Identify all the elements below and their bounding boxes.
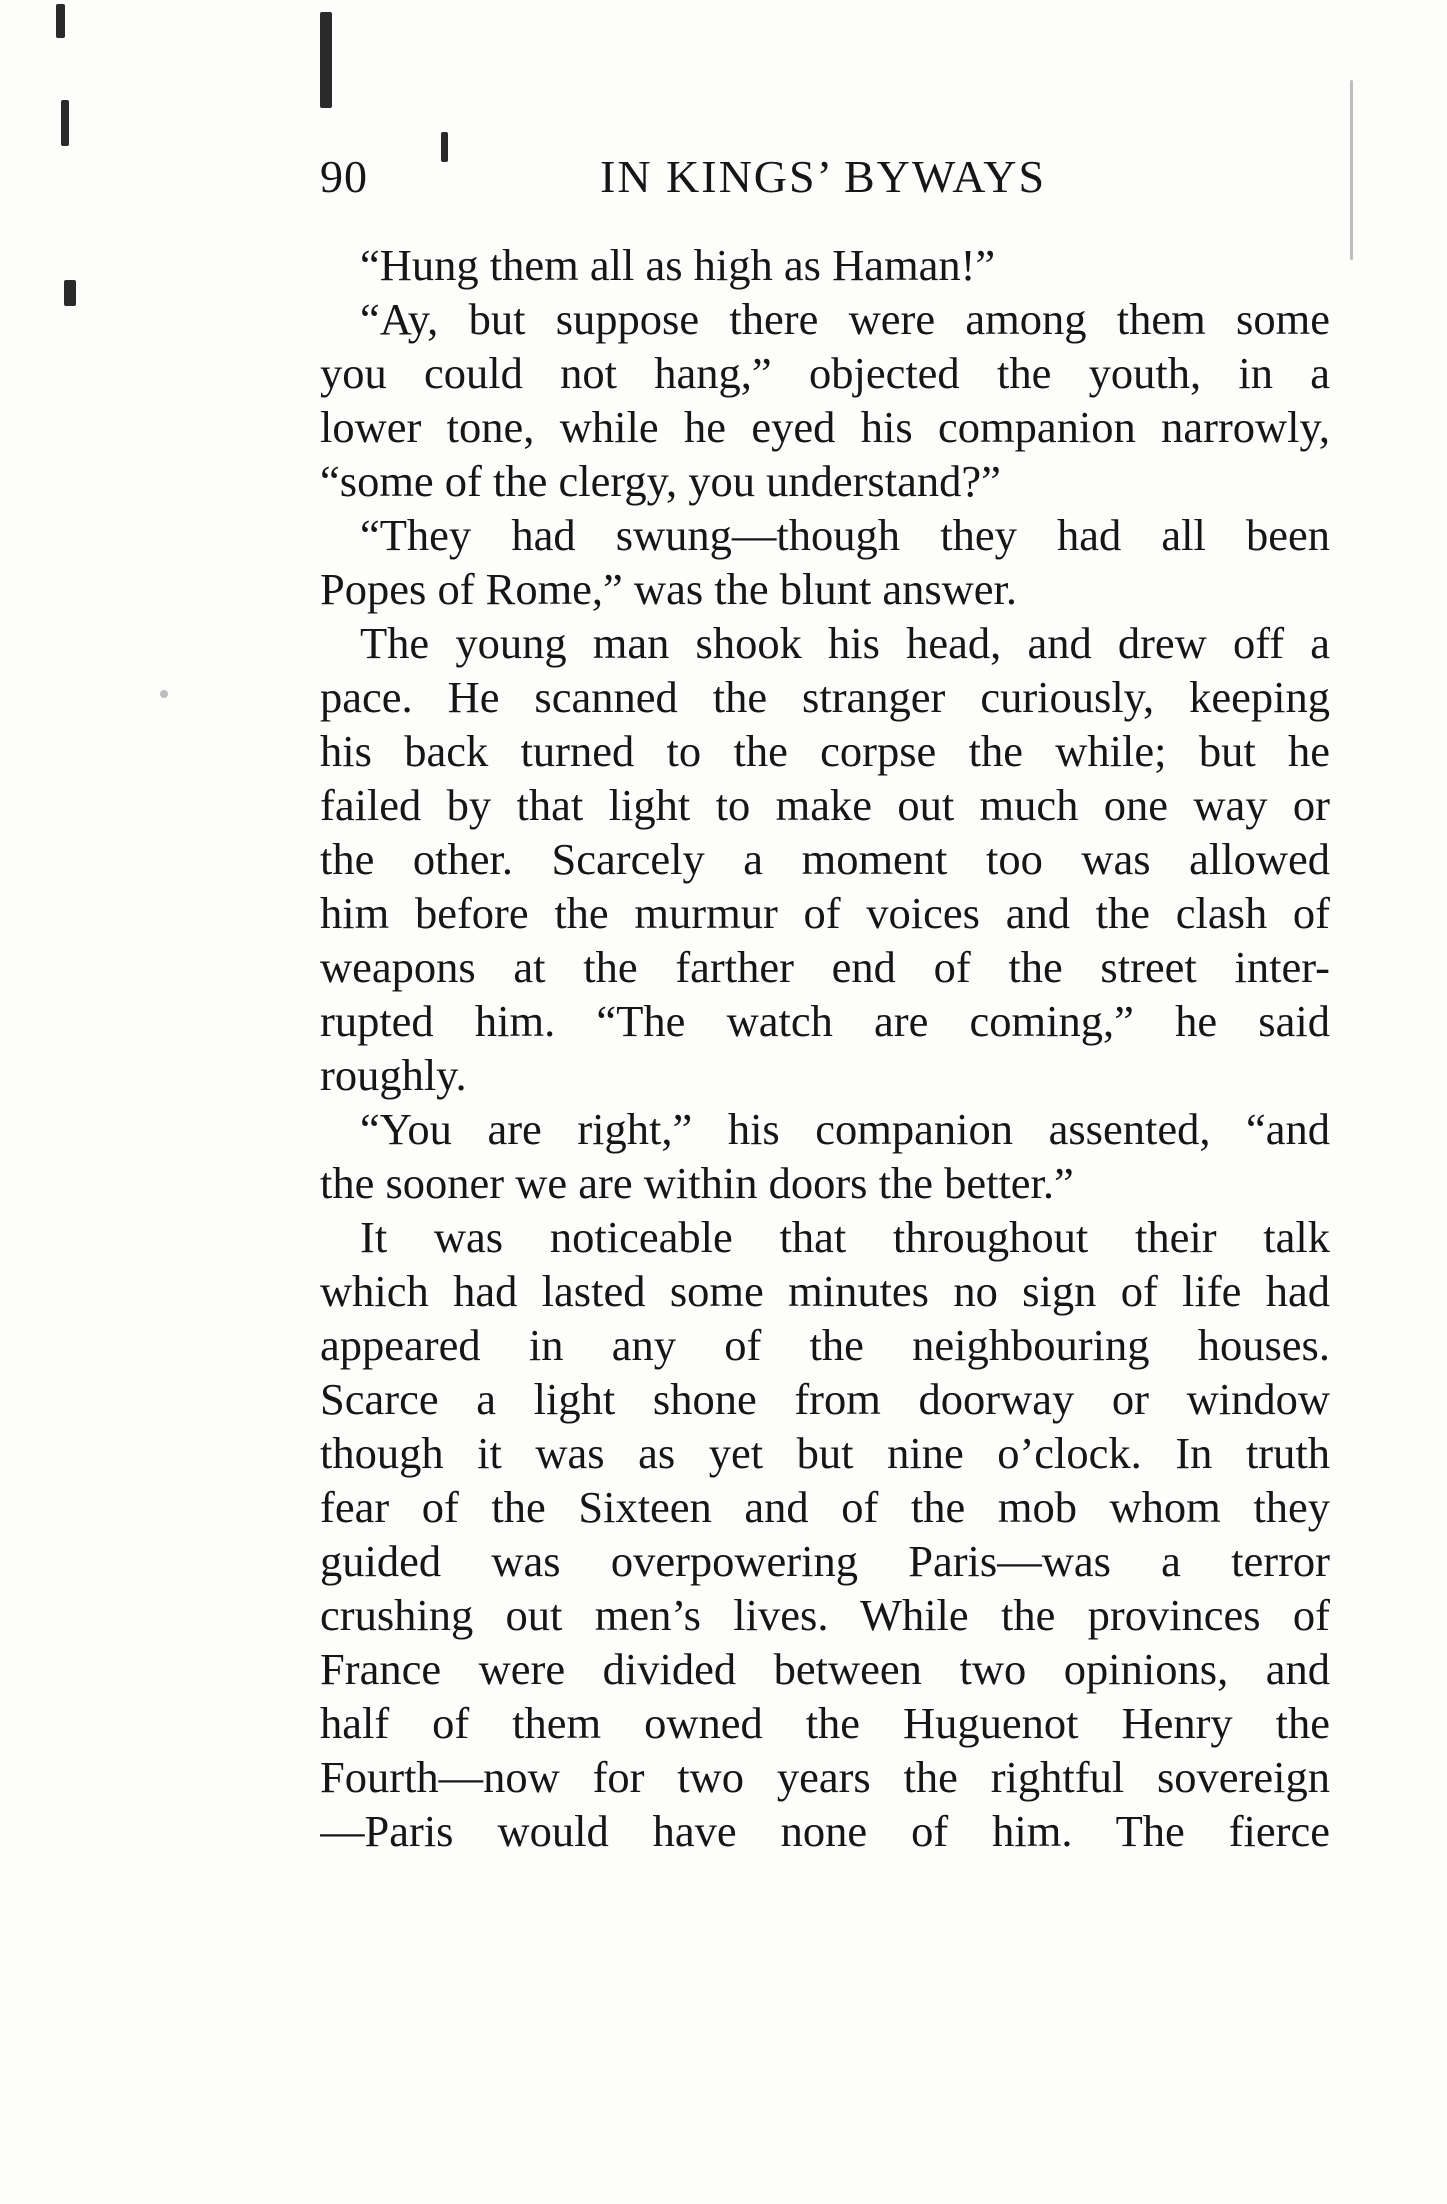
text-line: Scarce a light shone from doorway or window bbox=[320, 1374, 1330, 1424]
text-line: “some of the clergy, you understand?” bbox=[320, 456, 1001, 506]
text-line: —Paris would have none of him. The fierce bbox=[320, 1806, 1330, 1856]
text-line: fear of the Sixteen and of the mob whom they bbox=[320, 1482, 1330, 1532]
text-line: weapons at the farther end of the street inter- bbox=[320, 942, 1330, 992]
text-line: “Ay, but suppose there were among them some bbox=[360, 294, 1330, 344]
scan-mark bbox=[56, 4, 65, 38]
body-text bbox=[320, 238, 1330, 1858]
text-line: crushing out men’s lives. While the provinces of bbox=[320, 1590, 1330, 1640]
text-line: “Hung them all as high as Haman!” bbox=[360, 240, 996, 290]
text-line: half of them owned the Huguenot Henry the bbox=[320, 1698, 1330, 1748]
scan-mark bbox=[1350, 80, 1353, 260]
text-line: appeared in any of the neighbouring houses. bbox=[320, 1320, 1330, 1370]
text-line: rupted him. “The watch are coming,” he said bbox=[320, 996, 1330, 1046]
text-line: his back turned to the corpse the while; but he bbox=[320, 726, 1330, 776]
text-line: The young man shook his head, and drew off a bbox=[360, 618, 1330, 668]
page-number: 90 bbox=[320, 151, 368, 202]
text-line: lower tone, while he eyed his companion narrowly, bbox=[320, 402, 1330, 452]
text-line: guided was overpowering Paris—was a terror bbox=[320, 1536, 1330, 1586]
text-line: the sooner we are within doors the better.” bbox=[320, 1158, 1074, 1208]
text-line: Popes of Rome,” was the blunt answer. bbox=[320, 564, 1018, 614]
text-line: which had lasted some minutes no sign of life had bbox=[320, 1266, 1330, 1316]
scan-mark bbox=[320, 12, 332, 108]
text-line: failed by that light to make out much one way or bbox=[320, 780, 1330, 830]
text-line: the other. Scarcely a moment too was allowed bbox=[320, 834, 1330, 884]
text-line: though it was as yet but nine o’clock. In truth bbox=[320, 1428, 1330, 1478]
text-line: you could not hang,” objected the youth, in a bbox=[320, 348, 1330, 398]
scan-mark bbox=[64, 280, 76, 306]
text-line: Fourth—now for two years the rightful sovereign bbox=[320, 1752, 1330, 1802]
text-line: pace. He scanned the stranger curiously, keeping bbox=[320, 672, 1330, 722]
running-head bbox=[320, 150, 1340, 200]
text-line: roughly. bbox=[320, 1050, 467, 1100]
text-line: him before the murmur of voices and the clash of bbox=[320, 888, 1330, 938]
scan-mark bbox=[61, 100, 69, 146]
running-title: IN KINGS’ BYWAYS bbox=[600, 151, 1047, 202]
text-line: “You are right,” his companion assented, “and bbox=[360, 1104, 1330, 1154]
scan-mark bbox=[160, 690, 168, 698]
text-line: France were divided between two opinions, and bbox=[320, 1644, 1330, 1694]
text-line: “They had swung—though they had all been bbox=[360, 510, 1330, 560]
text-line: It was noticeable that throughout their talk bbox=[360, 1212, 1330, 1262]
